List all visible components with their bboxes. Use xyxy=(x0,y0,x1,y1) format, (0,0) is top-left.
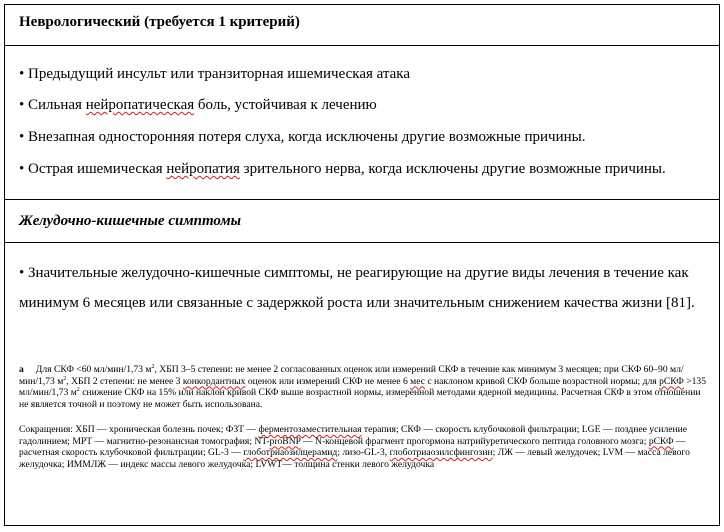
neuro-item-3: • Внезапная односторонняя потеря слуха, когда исключены другие возможные причины. xyxy=(19,129,586,145)
gi-text: • Значительные желудочно-кишечные симптомы, не реагирующие на другие виды лечения в течение как минимум 6 месяцев или связанные с задержкой роста или значительным снижением качества жизни [81]. xyxy=(19,265,695,311)
footnote-a: a Для СКФ <60 мл/мин/1,73 $м^2$, ХБП 3–5 степени: не менее 2 согласованных оценок или измерений СКФ в течение как минимум 3 месяцев; при СКФ 60–90 мл/мин/1,73 $м^2$, ХБП 2 степени: не менее 3 конкордантных оценок или измерений СКФ не менее 6 мес с наклоном кривой СКФ больше возрастной нормы; для рСКФ >135 мл/мин/1,73 $м^2$ снижение СКФ на 15% или наклон кривой СКФ выше возрастной нормы, измеренной методами ядерной медицины. Расчетная СКФ в этом отношении не является точной и поэтому не может быть использована. xyxy=(19,363,707,410)
gi-heading: Желудочно-кишечные симптомы xyxy=(19,213,242,229)
neuro-heading: Неврологический (требуется 1 критерий) xyxy=(19,14,300,30)
neuro-item-1: • Предыдущий инсульт или транзиторная ишемическая атака xyxy=(19,66,411,82)
neuro-item-2: • Сильная нейропатическая боль, устойчивая к лечению xyxy=(19,97,377,113)
neuro-item-4: • Острая ишемическая нейропатия зрительного нерва, когда исключены другие возможные причины. xyxy=(19,161,666,177)
abbreviations: Сокращения: ХБП — хроническая болезнь почек; ФЗТ — ферментозаместительная терапия; СКФ — скорость клубочковой фильтрации; LGE — позднее усиление гадолинием; МРТ — магнитно-резонансная томография; NT-proBNP — N-концевой фрагмент прогормона натрийуретического пептида головного мозга; рСКФ — расчетная скорость клубочковой фильтрации; GL-3 — глоботриаозилцерамид; лизо-GL-3, глоботриаозилсфингозин; ЛЖ — левый желудочек; LVM — масса левого желудочка; ИММЛЖ — индекс массы левого желудочка; LVWT— толщина стенки левого желудочка xyxy=(19,424,690,470)
footnote-marker: a xyxy=(19,364,24,375)
